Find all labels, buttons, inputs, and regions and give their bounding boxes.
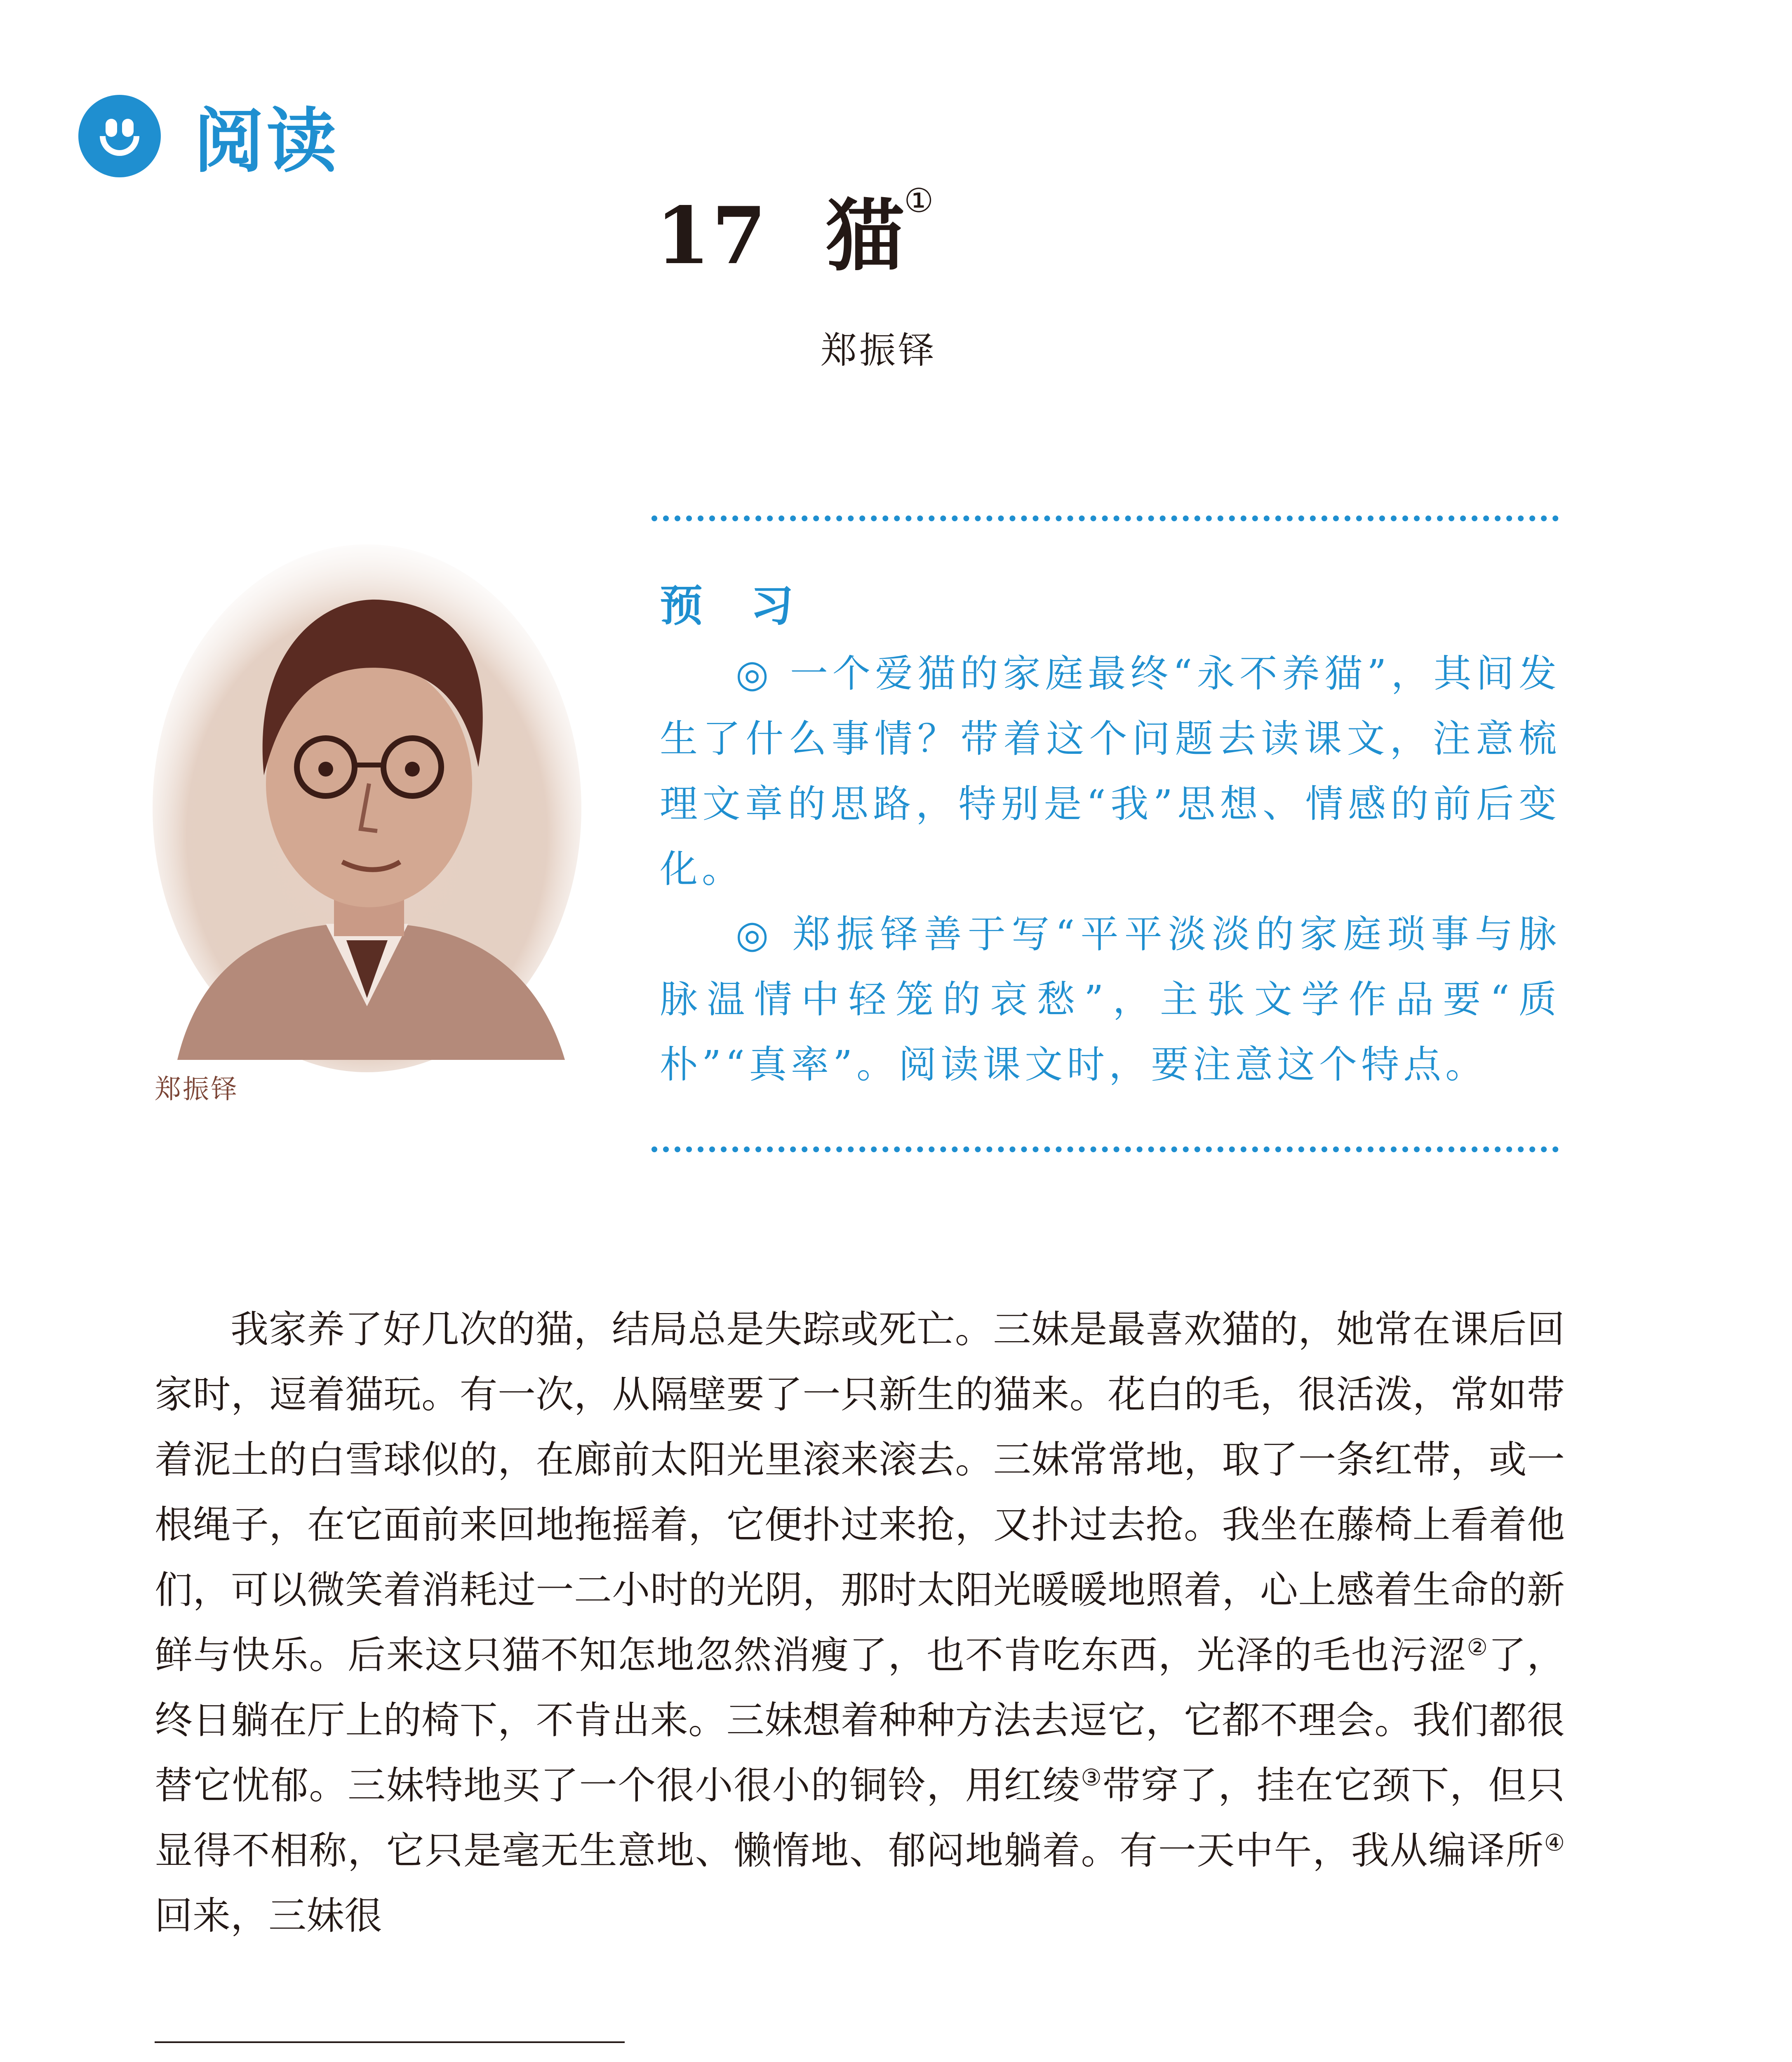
- section-label: 阅读: [194, 101, 339, 182]
- footnote-divider: [155, 2041, 625, 2043]
- lesson-title-footnote-mark: ①: [904, 181, 934, 220]
- footnote-ref: ②: [1467, 1634, 1489, 1661]
- badge-left-eye: [106, 119, 117, 137]
- preview-top-dotted-rule: [651, 516, 1559, 521]
- preview-bottom-dotted-rule: [651, 1146, 1559, 1152]
- lesson-body: [155, 1297, 1565, 1949]
- body-paragraph: [155, 1297, 1565, 1949]
- author-portrait: [153, 511, 590, 1089]
- author-name: 郑振铎: [821, 329, 937, 372]
- preview-heading: 预 习: [660, 580, 810, 631]
- footnote-ref: ④: [1544, 1829, 1565, 1857]
- lesson-title-text: 猫: [825, 190, 904, 282]
- preview-item: ◎ 一个爱猫的家庭最终“永不养猫”，其间发生了什么事情？带着这个问题去读课文，注意梳理文章的思路，特别是“我”思想、情感的前后变化。: [660, 652, 1561, 891]
- badge-smile: [100, 136, 139, 156]
- smiley-face-icon: [78, 95, 161, 177]
- preview-text: [660, 641, 1561, 1097]
- body-text: 带穿了，挂在它颈下，但只显得不相称，它只是毫无生意地、懒惰地、郁闷地躺着。有一天中午，我从编译所: [155, 1763, 1565, 1873]
- body-text: 回来，三妹很: [155, 1894, 383, 1938]
- preview-item: ◎ 郑振铎善于写“平平淡淡的家庭琐事与脉脉温情中轻笼的哀愁”，主张文学作品要“质朴”“真率”。阅读课文时，要注意这个特点。: [660, 912, 1561, 1087]
- body-text: 我家养了好几次的猫，结局总是失踪或死亡。三妹是最喜欢猫的，她常在课后回家时，逗着猫玩。有一次，从隔壁要了一只新生的猫来。花白的毛，很活泼，常如带着泥土的白雪球似的，在廊前太阳光里滚来滚去。三妹常常地，取了一条红带，或一根绳子，在它面前来回地拖摇着，它便扑过来抢，又扑过去抢。我坐在藤椅上看着他们，可以微笑着消耗过一二小时的光阴，那时太阳光暖暖地照着，心上感着生命的新鲜与快乐。后来这只猫不知怎地忽然消瘦了，也不肯吃东西，光泽的毛也污涩: [155, 1307, 1565, 1677]
- badge-right-eye: [122, 119, 134, 137]
- lesson-number: 17: [656, 190, 768, 282]
- portrait-caption: 郑振铎: [155, 1074, 239, 1105]
- lesson-title: [656, 173, 934, 286]
- footnote-ref: ③: [1081, 1764, 1103, 1791]
- body-text: 了，终日躺在厅上的椅下，不肯出来。三妹想着种种方法去逗它，它都不理会。我们都很替它忧郁。三妹特地买了一个很小很小的铜铃，用红绫: [155, 1633, 1565, 1808]
